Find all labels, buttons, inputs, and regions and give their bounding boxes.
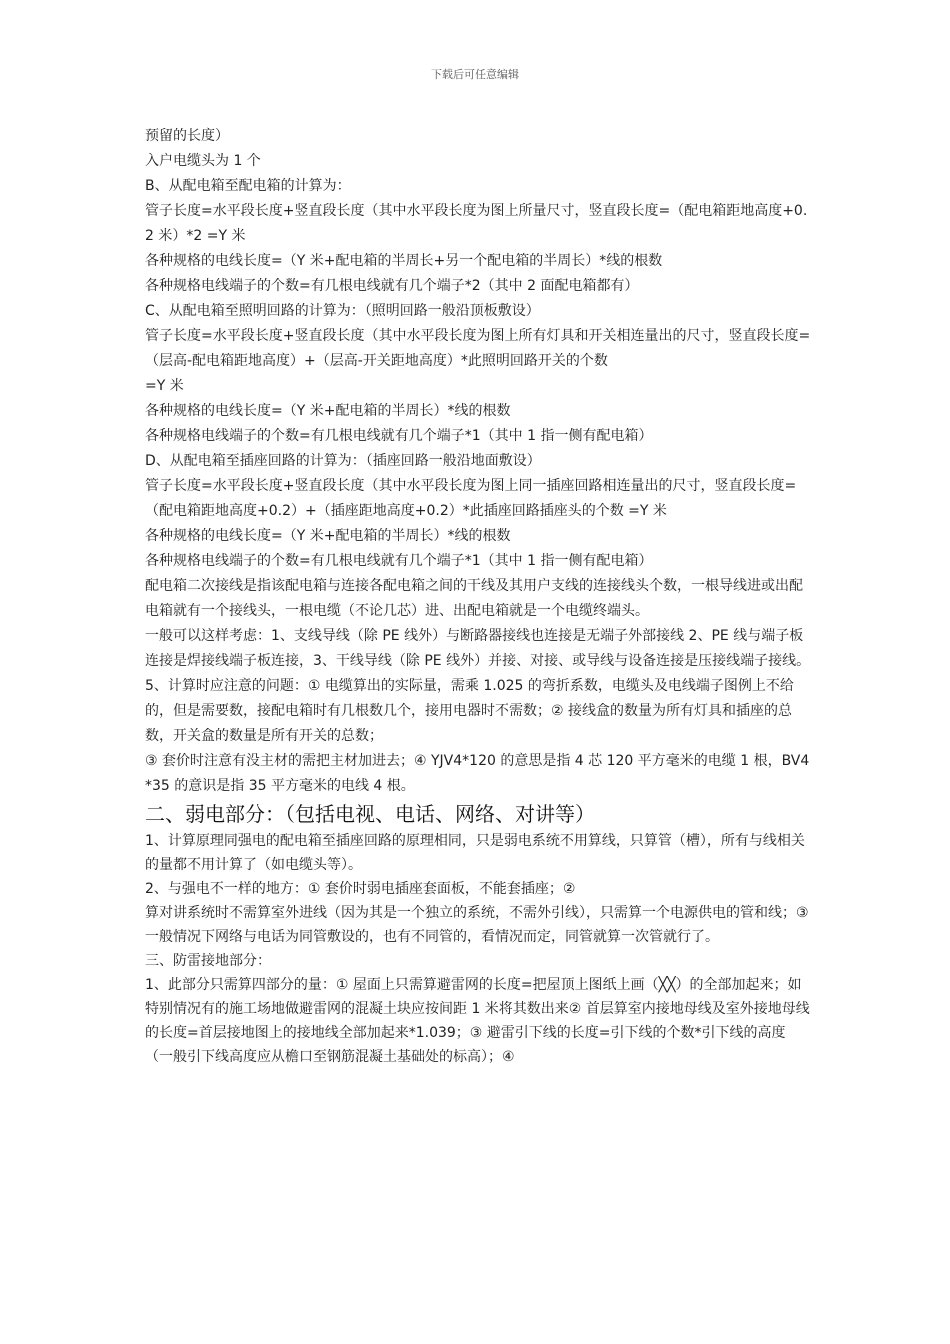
paragraph: 管子长度=水平段长度+竖直段长度（其中水平段长度为图上所有灯具和开关相连量出的尺寸，竖直段长度=（层高-配电箱距地高度）+（层高-开关距地高度）*此照明回路开关的个数: [145, 328, 811, 369]
paragraph: 管子长度=水平段长度+竖直段长度（其中水平段长度为图上同一插座回路相连量出的尺寸，竖直段长度=（配电箱距地高度+0.2）+（插座距地高度+0.2）*此插座回路插座头的个数 =Y 米: [145, 478, 797, 519]
paragraph: 各种规格的电线长度=（Y 米+配电箱的半周长）*线的根数: [145, 528, 511, 544]
paragraph: 1、计算原理同强电的配电箱至插座回路的原理相同，只是弱电系统不用算线，只算管（槽），所有与线相关的量都不用计算了（如电缆头等）。: [145, 833, 805, 873]
paragraph: 一般可以这样考虑：1、支线导线（除 PE 线外）与断路器接线也连接是无端子外部接线 2、PE 线与端子板连接是焊接线端子板连接，3、干线导线（除 PE 线外）并接、对接、或导线与设备连接是压接线端子接线。: [145, 628, 811, 669]
section-heading: 二、弱电部分：（包括电视、电话、网络、对讲等）: [145, 802, 595, 826]
paragraph: 5、计算时应注意的问题：① 电缆算出的实际量，需乘 1.025 的弯折系数，电缆头及电线端子图例上不给的，但是需要数，接配电箱时有几根数几个，接用电器时不需数；② 接线盒的数量为所有灯具和插座的总数，开关盒的数量是所有开关的总数；: [145, 678, 794, 744]
paragraph: 各种规格的电线长度=（Y 米+配电箱的半周长+另一个配电箱的半周长）*线的根数: [145, 253, 663, 269]
paragraph: 各种规格电线端子的个数=有几根电线就有几个端子*1（其中 1 指一侧有配电箱）: [145, 553, 653, 569]
paragraph: D、从配电箱至插座回路的计算为：（插座回路一般沿地面敷设）: [145, 453, 541, 469]
page-header: 下载后可任意编辑: [431, 68, 519, 81]
paragraph: 预留的长度）: [145, 128, 229, 144]
document-body: [145, 124, 811, 1069]
paragraph: =Y 米: [145, 378, 184, 394]
paragraph: 各种规格的电线长度=（Y 米+配电箱的半周长）*线的根数: [145, 403, 511, 419]
paragraph: 各种规格电线端子的个数=有几根电线就有几个端子*2（其中 2 面配电箱都有）: [145, 278, 639, 294]
paragraph: 配电箱二次接线是指该配电箱与连接各配电箱之间的干线及其用户支线的连接线头个数，一根导线进或出配电箱就有一个接线头，一根电缆（不论几芯）进、出配电箱就是一个电缆终端头。: [145, 578, 803, 619]
paragraph: 各种规格电线端子的个数=有几根电线就有几个端子*1（其中 1 指一侧有配电箱）: [145, 428, 653, 444]
paragraph: 管子长度=水平段长度+竖直段长度（其中水平段长度为图上所量尺寸，竖直段长度=（配电箱距地高度+0.2 米）*2 =Y 米: [145, 203, 808, 244]
paragraph: C、从配电箱至照明回路的计算为：（照明回路一般沿顶板敷设）: [145, 303, 540, 319]
paragraph: B、从配电箱至配电箱的计算为：: [145, 178, 351, 194]
paragraph: 入户电缆头为 1 个: [145, 153, 261, 169]
paragraph: 三、防雷接地部分：: [145, 953, 271, 969]
paragraph: 1、此部分只需算四部分的量：① 屋面上只需算避雷网的长度=把屋顶上图纸上画（╳╳）的全部加起来；如特别情况有的施工场地做避雷网的混凝土块应按间距 1 米将其数出来② 首层算室内接地母线及室外接地母线的长度=首层接地图上的接地线全部加起来*1.039；③ 避雷引下线的长度=引下线的个数*引下线的高度（一般引下线高度应从檐口至钢筋混凝土基础处的标高）；④: [145, 977, 810, 1065]
paragraph: 算对讲系统时不需算室外进线（因为其是一个独立的系统，不需外引线），只需算一个电源供电的管和线；③ 一般情况下网络与电话为同管敷设的，也有不同管的，看情况而定，同管就算一次管就行了。: [145, 905, 809, 945]
paragraph: 2、与强电不一样的地方：① 套价时弱电插座套面板，不能套插座；②: [145, 881, 576, 897]
paragraph: ③ 套价时注意有没主材的需把主材加进去；④ YJV4*120 的意思是指 4 芯 120 平方毫米的电缆 1 根，BV4*35 的意识是指 35 平方毫米的电线 4 根。: [145, 753, 810, 794]
